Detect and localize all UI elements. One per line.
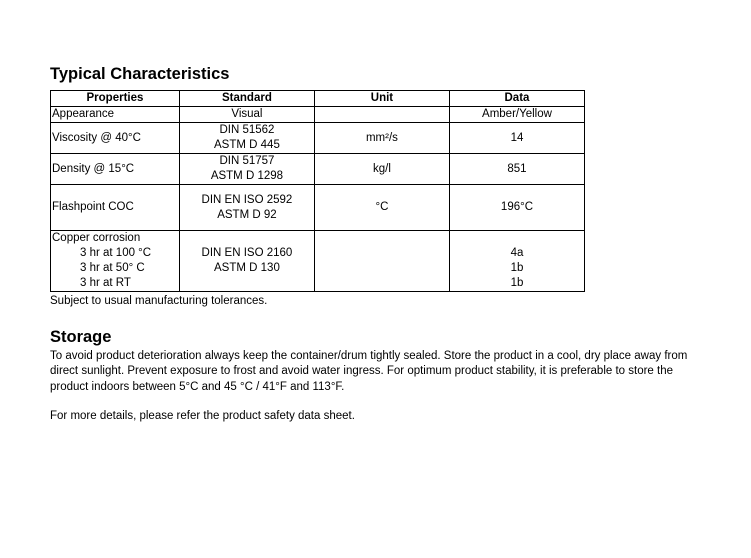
table-row — [51, 154, 585, 185]
cell-standard — [179, 123, 314, 154]
standard-line: ASTM D 130 — [214, 262, 280, 274]
document-page — [50, 64, 710, 424]
cell-data: 851 — [449, 154, 584, 185]
cell-property: Viscosity @ 40°C — [51, 123, 180, 154]
standard-line: DIN EN ISO 2160 — [201, 247, 293, 259]
header-unit: Unit — [314, 91, 449, 107]
cell-property: Flashpoint COC — [51, 185, 180, 231]
table-row — [51, 185, 585, 231]
condition-line: 3 hr at 100 °C — [80, 247, 152, 259]
cell-unit — [314, 231, 449, 292]
table-row — [51, 231, 585, 292]
storage-title: Storage — [50, 328, 112, 346]
cell-standard — [179, 154, 314, 185]
standard-line: DIN 51562 — [219, 124, 275, 136]
table-header-row — [51, 91, 585, 107]
standard-line: ASTM D 92 — [217, 208, 277, 221]
section-title: Typical Characteristics — [50, 65, 230, 83]
details-text: For more details, please refer the product safety data sheet. — [50, 409, 355, 422]
data-line: 1b — [510, 277, 524, 289]
property-label: Copper corrosion — [52, 232, 141, 244]
cell-property: Appearance — [51, 107, 180, 123]
cell-property: Density @ 15°C — [51, 154, 180, 185]
tolerance-note: Subject to usual manufacturing tolerances. — [50, 295, 268, 307]
condition-line: 3 hr at 50° C — [80, 262, 145, 274]
condition-line: 3 hr at RT — [80, 277, 131, 289]
data-line: 4a — [510, 247, 524, 259]
standard-line: DIN EN ISO 2592 — [201, 193, 293, 206]
table-row — [51, 123, 585, 154]
cell-data — [449, 231, 584, 292]
cell-standard — [179, 185, 314, 231]
standard-line: DIN 51757 — [219, 155, 275, 167]
cell-standard: Visual — [179, 107, 314, 123]
cell-standard — [179, 231, 314, 292]
data-line: 1b — [510, 262, 524, 274]
cell-unit: mm²/s — [314, 123, 449, 154]
cell-unit — [314, 107, 449, 123]
cell-data: Amber/Yellow — [449, 107, 584, 123]
standard-line: ASTM D 445 — [214, 139, 280, 151]
cell-unit: kg/l — [314, 154, 449, 185]
characteristics-table — [50, 90, 585, 292]
standard-line: ASTM D 1298 — [210, 170, 284, 182]
header-data: Data — [449, 91, 584, 107]
cell-data: 14 — [449, 123, 584, 154]
header-standard: Standard — [179, 91, 314, 107]
table-row — [51, 107, 585, 123]
cell-property — [51, 231, 180, 292]
cell-data: 196°C — [449, 185, 584, 231]
cell-unit: °C — [314, 185, 449, 231]
storage-text: To avoid product deterioration always keep the container/drum tightly sealed. Store the product in a cool, dry place away from direct sunlight. Prevent exposure to frost and avoid water ingress. For optimum product stability, it is preferable to store the product indoors between 5°C and 45 °C / 41°F and 113°F. — [50, 350, 688, 393]
header-properties: Properties — [51, 91, 180, 107]
data-line — [451, 231, 583, 246]
